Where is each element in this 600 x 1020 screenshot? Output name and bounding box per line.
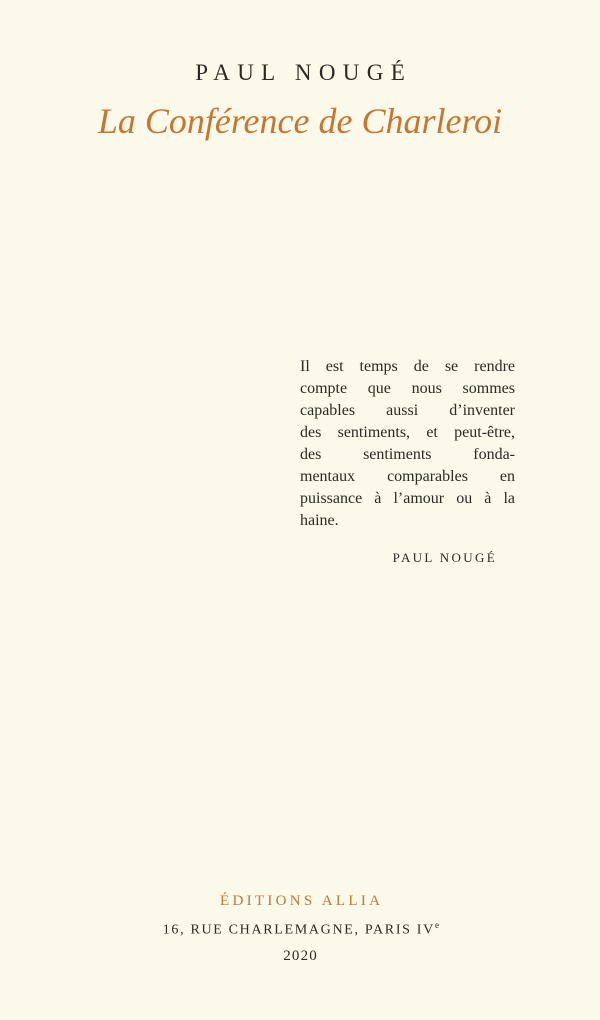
quote-line: des sentiments fonda- — [300, 446, 515, 463]
publisher-address — [0, 920, 600, 939]
book-title: La Conférence de Charleroi — [97, 101, 503, 141]
quote-line: des sentiments, et peut-être, — [300, 424, 515, 441]
quote-line: haine. — [300, 512, 339, 529]
quote-attribution: PAUL NOUGÉ — [392, 550, 497, 565]
quote-line: compte que nous sommes — [300, 380, 515, 397]
publisher-address-text: 16, RUE CHARLEMAGNE, PARIS IV — [162, 922, 435, 938]
quote-line: Il est temps de se rendre — [300, 358, 515, 375]
publication-year: 2020 — [283, 948, 318, 964]
arrondissement-ordinal-suffix: e — [434, 920, 439, 930]
cover-quote — [300, 356, 515, 532]
quote-line: mentaux comparables en — [300, 468, 515, 485]
author-name: PAUL NOUGÉ — [195, 60, 413, 85]
quote-line: puissance à l’amour ou à la — [300, 490, 515, 507]
quote-line: capables aussi d’inventer — [300, 402, 515, 419]
publisher-name: ÉDITIONS ALLIA — [220, 893, 384, 909]
